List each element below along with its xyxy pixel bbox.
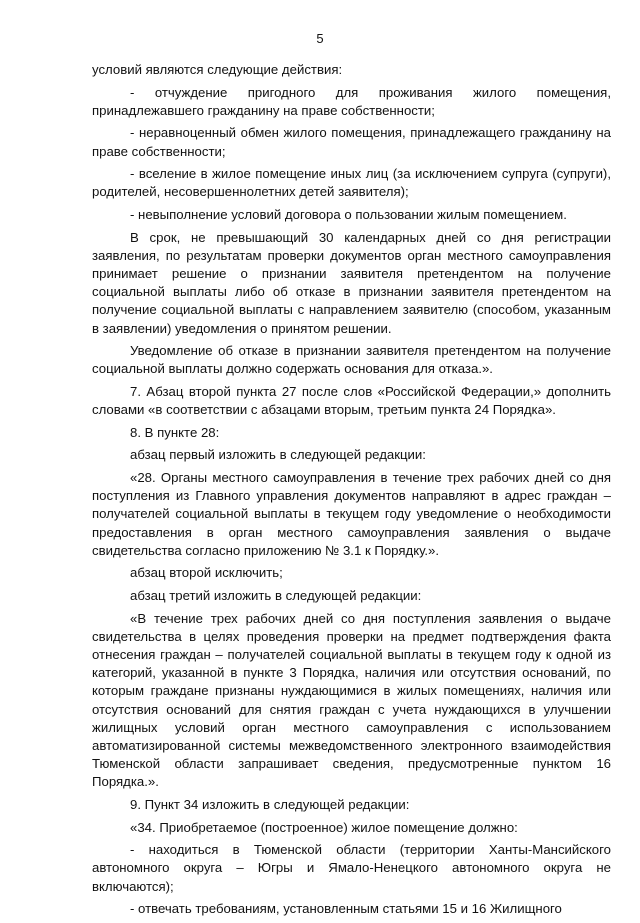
paragraph: абзац второй исключить;	[130, 565, 283, 581]
list-item: - отчуждение пригодного для проживания жилого помещения, принадлежавшего гражданину на праве собственности;	[92, 84, 611, 118]
paragraph: условий являются следующие действия:	[92, 62, 343, 77]
paragraph: абзац первый изложить в следующей редакции:	[130, 447, 426, 463]
list-item: - находиться в Тюменской области (территории Ханты-Мансийского автономного округа – Югры и Ямало-Ненецкого автономного округа не включаются);	[92, 842, 611, 894]
list-item: - вселение в жилое помещение иных лиц (за исключением супруга (супруги), родителей, несовершеннолетних детей заявителя);	[92, 166, 611, 200]
page-number: 5	[316, 31, 324, 46]
paragraph: 8. В пункте 28:	[130, 424, 220, 440]
list-item: - отвечать требованиям, установленным статьями 15 и 16 Жилищного	[130, 901, 562, 917]
document-body	[92, 61, 611, 923]
paragraph: «28. Органы местного самоуправления в течение трех рабочих дней со дня поступления из Главного управления документов направляют в адрес граждан – получателей социальной выплаты в текущем году уведомление о необходимости предоставления в орган местного самоуправления заявления о выдаче свидетельства согласно приложению № 3.1 к Порядку.».	[92, 469, 611, 558]
paragraph: В срок, не превышающий 30 календарных дней со дня регистрации заявления, по результатам проверки документов орган местного самоуправления принимает решение о признании заявителя претендентом на получение социальной выплаты либо об отказе в признании заявителя претендентом на получение социальной выплаты с направлением заявителю (способом, указанным в заявлении) уведомления о принятом решении.	[92, 229, 611, 336]
paragraph: абзац третий изложить в следующей редакции:	[130, 587, 422, 603]
list-item: - невыполнение условий договора о пользовании жилым помещением.	[130, 206, 567, 222]
paragraph: 7. Абзац второй пункта 27 после слов «Российской Федерации,» дополнить словами «в соответствии с абзацами вторым, третьим пункта 24 Порядка».	[92, 383, 611, 418]
paragraph: Уведомление об отказе в признании заявителя претендентом на получение социальной выплаты должно содержать основания для отказа.».	[92, 343, 611, 377]
paragraph: 9. Пункт 34 изложить в следующей редакции:	[130, 796, 410, 812]
paragraph: «34. Приобретаемое (построенное) жилое помещение должно:	[130, 819, 518, 835]
list-item: - неравноценный обмен жилого помещения, принадлежащего гражданину на праве собственности;	[92, 125, 611, 159]
paragraph: «В течение трех рабочих дней со дня поступления заявления о выдаче свидетельства в целях проведения проверки на предмет подтверждения факта отнесения граждан – получателей социальной выплаты в текущем году к одной из категорий, указанной в пункте 3 Порядка, наличия или отсутствия оснований, по которым граждане признаны нуждающимися в жилых помещениях, наличия или отсутствия оснований для снятия граждан с учета нуждающихся в улучшении жилищных условий орган местного самоуправления с использованием автоматизированной системы межведомственного электронного взаимодействия Тюменской области запрашивает сведения, предусмотренные пунктом 16 Порядка.».	[92, 610, 611, 790]
